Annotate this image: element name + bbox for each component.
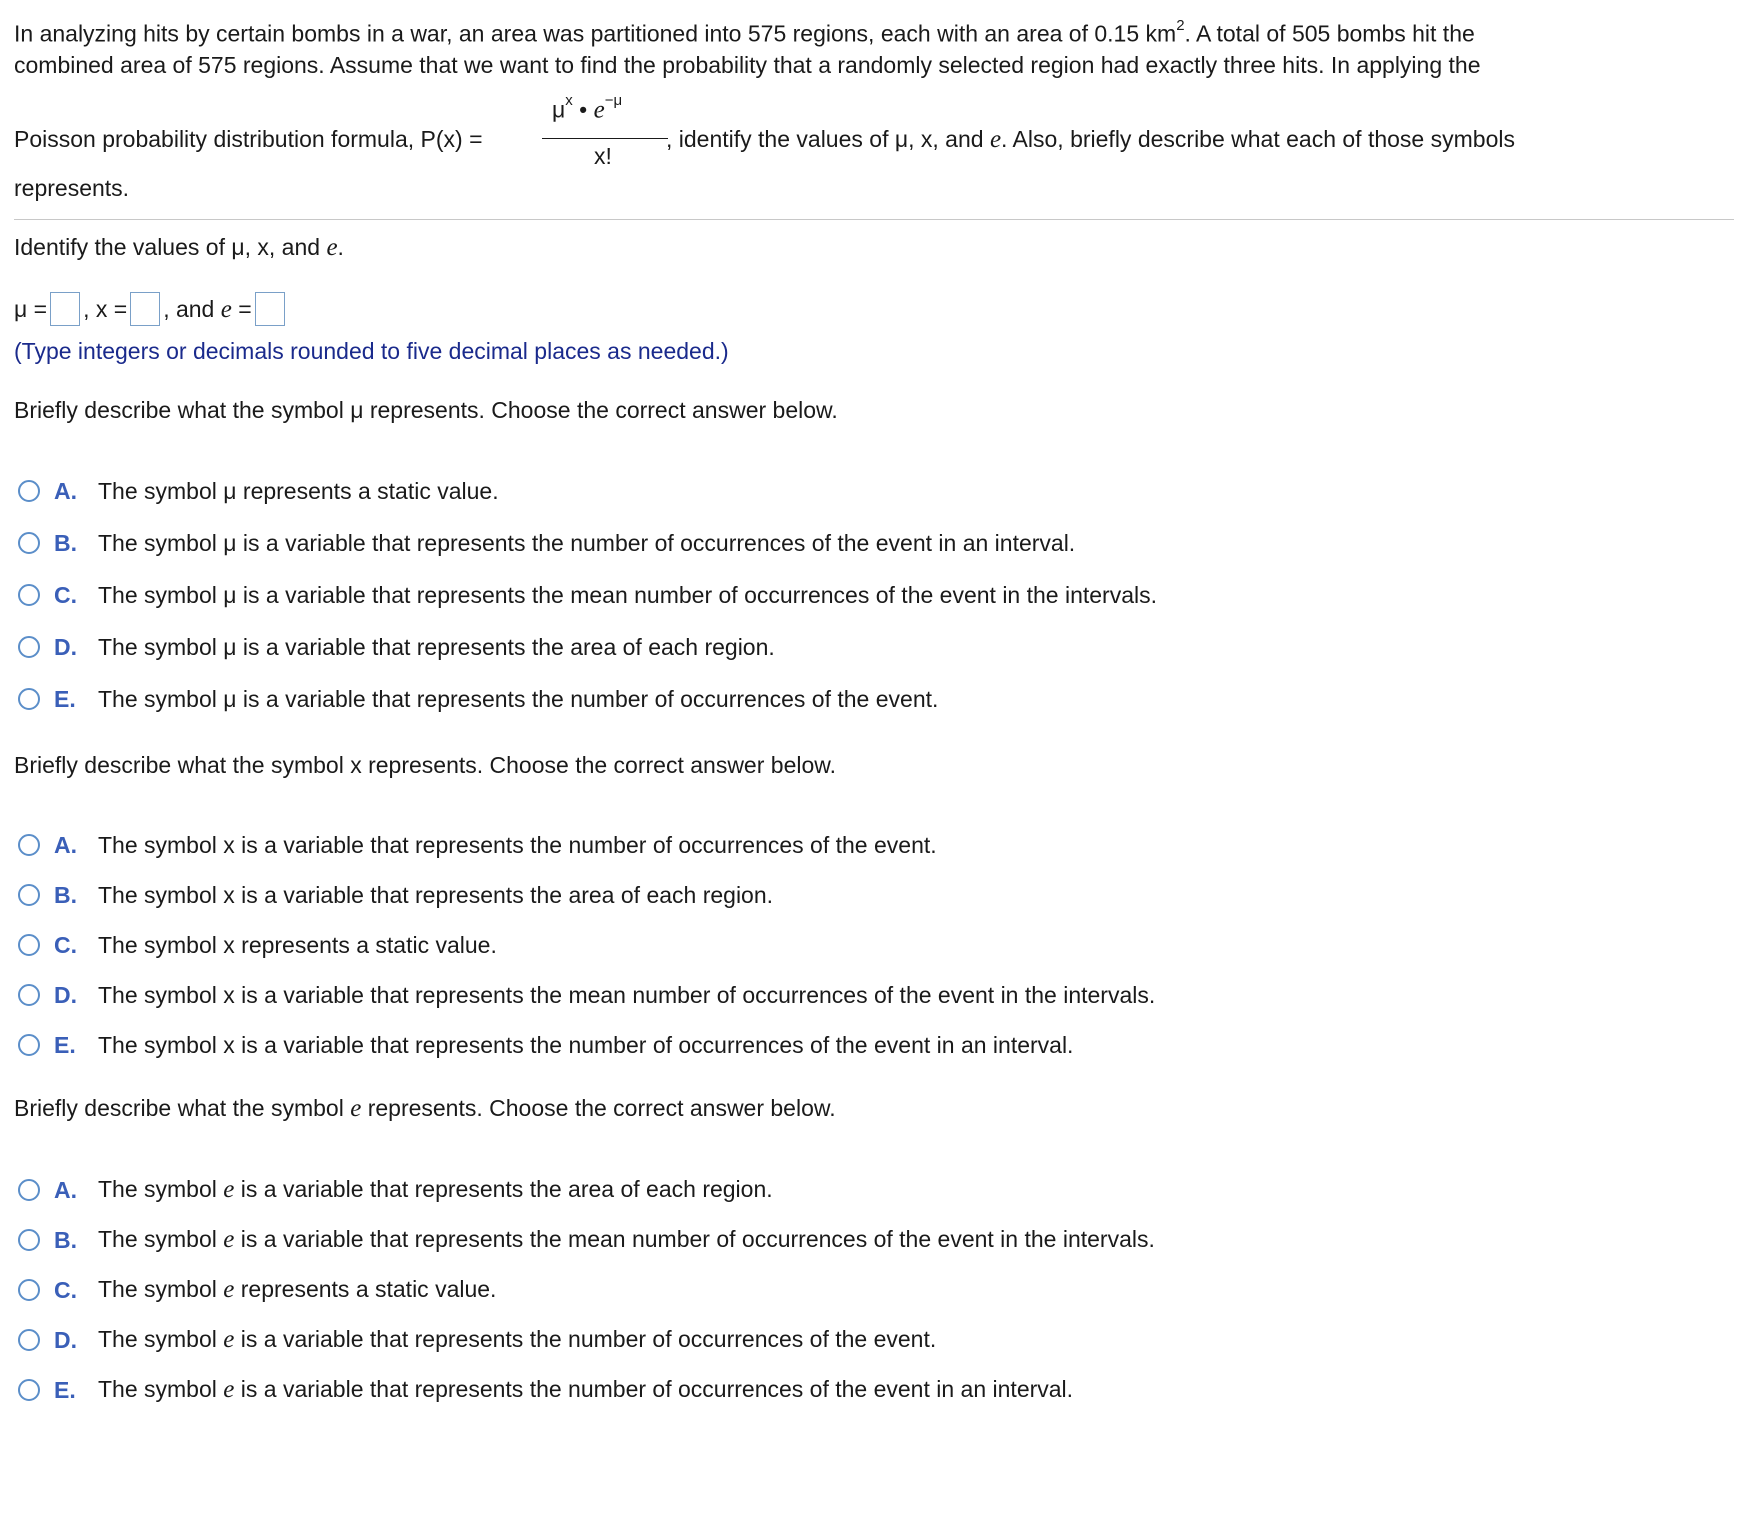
question-line-4: represents.: [14, 175, 130, 201]
formula-numerator: $\mu^x$ • $e^{-\mu}$: [552, 92, 623, 124]
part3-prompt: Briefly describe what the symbol x represents. Choose the correct answer below.: [14, 752, 836, 778]
mu-option-e[interactable]: E. The symbol μ is a variable that represents the number of occurrences of the event.: [18, 682, 938, 716]
radio-icon[interactable]: [18, 688, 40, 710]
e-option-a[interactable]: A. The symbol e is a variable that represents the area of each region.: [18, 1173, 773, 1207]
value-inputs-row: [14, 294, 288, 328]
question-line-1: In analyzing hits by certain bombs in a war, an area was partitioned into 575 regions, each with an area of 0.15 $km^2$. A total of 505 bombs hit the: [14, 17, 1475, 47]
mu-option-d[interactable]: D. The symbol μ is a variable that represents the area of each region.: [18, 630, 775, 664]
eq-label: =: [231, 296, 252, 323]
part2-prompt: Briefly describe what the symbol μ represents. Choose the correct answer below.: [14, 397, 838, 423]
x-input[interactable]: [130, 292, 160, 326]
and-label: , and: [163, 296, 221, 323]
mu-input[interactable]: [50, 292, 80, 326]
radio-icon[interactable]: [18, 834, 40, 856]
section-divider: [14, 219, 1734, 220]
mu-option-a[interactable]: A. The symbol μ represents a static value.: [18, 474, 499, 508]
radio-icon[interactable]: [18, 1179, 40, 1201]
e-option-b[interactable]: B. The symbol e is a variable that represents the mean number of occurrences of the event in the intervals.: [18, 1223, 1155, 1257]
radio-icon[interactable]: [18, 532, 40, 554]
radio-icon[interactable]: [18, 934, 40, 956]
fraction-bar: [542, 138, 668, 139]
e-option-c[interactable]: C. The symbol e represents a static value.: [18, 1273, 496, 1307]
e-label: e: [220, 296, 232, 324]
e-input[interactable]: [255, 292, 285, 326]
radio-icon[interactable]: [18, 636, 40, 658]
x-option-b[interactable]: B. The symbol x is a variable that represents the area of each region.: [18, 878, 773, 912]
e-option-d[interactable]: D. The symbol e is a variable that represents the number of occurrences of the event.: [18, 1323, 936, 1357]
formula-after: , identify the values of μ, x, and e. Also, briefly describe what each of those symbols: [666, 126, 1515, 153]
x-option-e[interactable]: E. The symbol x is a variable that represents the number of occurrences of the event in an interval.: [18, 1028, 1073, 1062]
e-option-e[interactable]: E. The symbol e is a variable that represents the number of occurrences of the event in an interval.: [18, 1373, 1073, 1407]
part4-prompt: Briefly describe what the symbol e represents. Choose the correct answer below.: [14, 1095, 836, 1122]
poisson-formula: [542, 88, 672, 172]
radio-icon[interactable]: [18, 884, 40, 906]
radio-icon[interactable]: [18, 1329, 40, 1351]
mu-label: μ =: [14, 296, 48, 323]
radio-icon[interactable]: [18, 984, 40, 1006]
radio-icon[interactable]: [18, 584, 40, 606]
radio-icon[interactable]: [18, 1229, 40, 1251]
x-option-c[interactable]: C. The symbol x represents a static value.: [18, 928, 497, 962]
mu-option-b[interactable]: B. The symbol μ is a variable that represents the number of occurrences of the event in an interval.: [18, 526, 1075, 560]
radio-icon[interactable]: [18, 1279, 40, 1301]
question-line-2: combined area of 575 regions. Assume that we want to find the probability that a randomly selected region had exactly three hits. In applying the: [14, 52, 1481, 78]
radio-icon[interactable]: [18, 1034, 40, 1056]
x-label: , x =: [83, 296, 128, 323]
x-option-d[interactable]: D. The symbol x is a variable that represents the mean number of occurrences of the event in the intervals.: [18, 978, 1155, 1012]
mu-option-c[interactable]: C. The symbol μ is a variable that represents the mean number of occurrences of the event in the intervals.: [18, 578, 1157, 612]
x-option-a[interactable]: A. The symbol x is a variable that represents the number of occurrences of the event.: [18, 828, 937, 862]
formula-denominator: x!: [594, 143, 612, 169]
radio-icon[interactable]: [18, 1379, 40, 1401]
formula-intro: Poisson probability distribution formula, P(x) =: [14, 126, 483, 152]
part1-prompt: Identify the values of μ, x, and e.: [14, 234, 344, 261]
format-hint: (Type integers or decimals rounded to five decimal places as needed.): [14, 338, 729, 364]
radio-icon[interactable]: [18, 480, 40, 502]
